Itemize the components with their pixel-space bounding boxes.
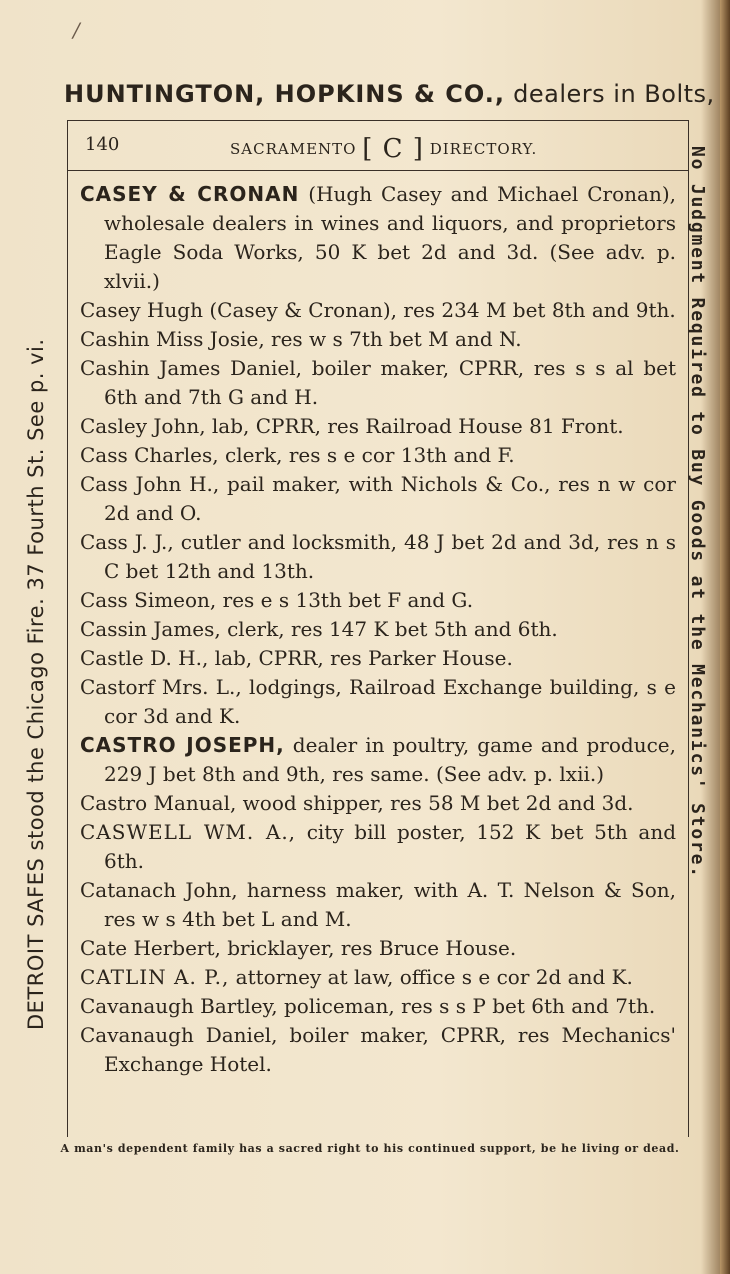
directory-entry — [80, 528, 676, 586]
directory-entry — [80, 789, 676, 818]
directory-entry — [80, 354, 676, 412]
directory-entry — [80, 644, 676, 673]
directory-entry — [80, 876, 676, 934]
footer-motto: A man's dependent family has a sacred right to his continued support, be he living or dead. — [60, 1142, 680, 1155]
directory-entry — [80, 615, 676, 644]
directory-entry — [80, 963, 676, 992]
entry-text: Castro Manual, wood shipper, res 58 M bet 2d and 3d. — [80, 791, 634, 815]
entry-name: CASEY & CRONAN — [80, 182, 300, 206]
entry-text: Cass Charles, clerk, res s e cor 13th and F. — [80, 443, 515, 467]
directory-entry — [80, 934, 676, 963]
entry-text: Cavanaugh Bartley, policeman, res s s P bet 6th and 7th. — [80, 994, 656, 1018]
directory-entry — [80, 818, 676, 876]
entry-text: city bill poster, 152 K bet 5th and 6th. — [104, 820, 676, 873]
header-right-word: DIRECTORY. — [429, 140, 538, 158]
entry-text: Cass Simeon, res e s 13th bet F and G. — [80, 588, 474, 612]
directory-entry — [80, 180, 676, 296]
directory-entries — [80, 180, 676, 1079]
entry-text: Cate Herbert, bricklayer, res Bruce House. — [80, 936, 517, 960]
header-letter: [ C ] — [362, 134, 424, 164]
entry-text: Cashin James Daniel, boiler maker, CPRR, res s s al bet 6th and 7th G and H. — [80, 356, 676, 409]
directory-entry — [80, 296, 676, 325]
entry-text: dealer in poultry, game and produce, 229 J bet 8th and 9th, res same. (See adv. p. lxii.) — [104, 733, 676, 786]
directory-entry — [80, 325, 676, 354]
entry-text: Cass John H., pail maker, with Nichols & Co., res n w cor 2d and O. — [80, 472, 676, 525]
entry-text: attorney at law, office s e cor 2d and K. — [229, 965, 633, 989]
entry-text: Cavanaugh Daniel, boiler maker, CPRR, res Mechanics' Exchange Hotel. — [80, 1023, 676, 1076]
directory-entry — [80, 731, 676, 789]
left-margin-advertisement: DETROIT SAFES stood the Chicago Fire. 37 Fourth St. See p. vi. — [24, 338, 48, 1030]
directory-entry — [80, 673, 676, 731]
entry-name: CASTRO JOSEPH, — [80, 733, 285, 757]
entry-text: Casey Hugh (Casey & Cronan), res 234 M bet 8th and 9th. — [80, 298, 676, 322]
right-margin-advertisement: No Judgment Required to Buy Goods at the Mechanics' Store. — [687, 146, 708, 879]
running-header — [85, 128, 675, 164]
entry-text: Castorf Mrs. L., lodgings, Railroad Exchange building, s e cor 3d and K. — [80, 675, 676, 728]
directory-entry — [80, 412, 676, 441]
entry-name: CASWELL WM. A., — [80, 820, 297, 844]
entry-text: Cass J. J., cutler and locksmith, 48 J bet 2d and 3d, res n s C bet 12th and 13th. — [80, 530, 676, 583]
directory-entry — [80, 441, 676, 470]
top-ad-text: dealers in Bolts, — [513, 80, 715, 108]
entry-text: Castle D. H., lab, CPRR, res Parker House. — [80, 646, 513, 670]
entry-text: (Hugh Casey and Michael Cronan), wholesale dealers in wines and liquors, and proprietors Eagle Soda Works, 50 K bet 2d and 3d. (See adv. p. xlvii.) — [104, 182, 676, 293]
header-left-word: SACRAMENTO — [230, 140, 357, 158]
directory-entry — [80, 1021, 676, 1079]
page-number: 140 — [85, 134, 120, 155]
top-advertisement — [64, 80, 715, 108]
header-rule — [68, 170, 688, 171]
directory-entry — [80, 586, 676, 615]
entry-text: Catanach John, harness maker, with A. T. Nelson & Son, res w s 4th bet L and M. — [80, 878, 676, 931]
header-title — [230, 134, 537, 164]
entry-text: Cassin James, clerk, res 147 K bet 5th and 6th. — [80, 617, 558, 641]
entry-name: CATLIN A. P., — [80, 965, 230, 989]
directory-entry — [80, 992, 676, 1021]
entry-text: Cashin Miss Josie, res w s 7th bet M and N. — [80, 327, 522, 351]
pencil-mark: / — [73, 18, 80, 42]
page-edge — [720, 0, 730, 1274]
directory-entry — [80, 470, 676, 528]
entry-text: Casley John, lab, CPRR, res Railroad House 81 Front. — [80, 414, 624, 438]
top-ad-company: HUNTINGTON, HOPKINS & CO., — [64, 80, 505, 108]
